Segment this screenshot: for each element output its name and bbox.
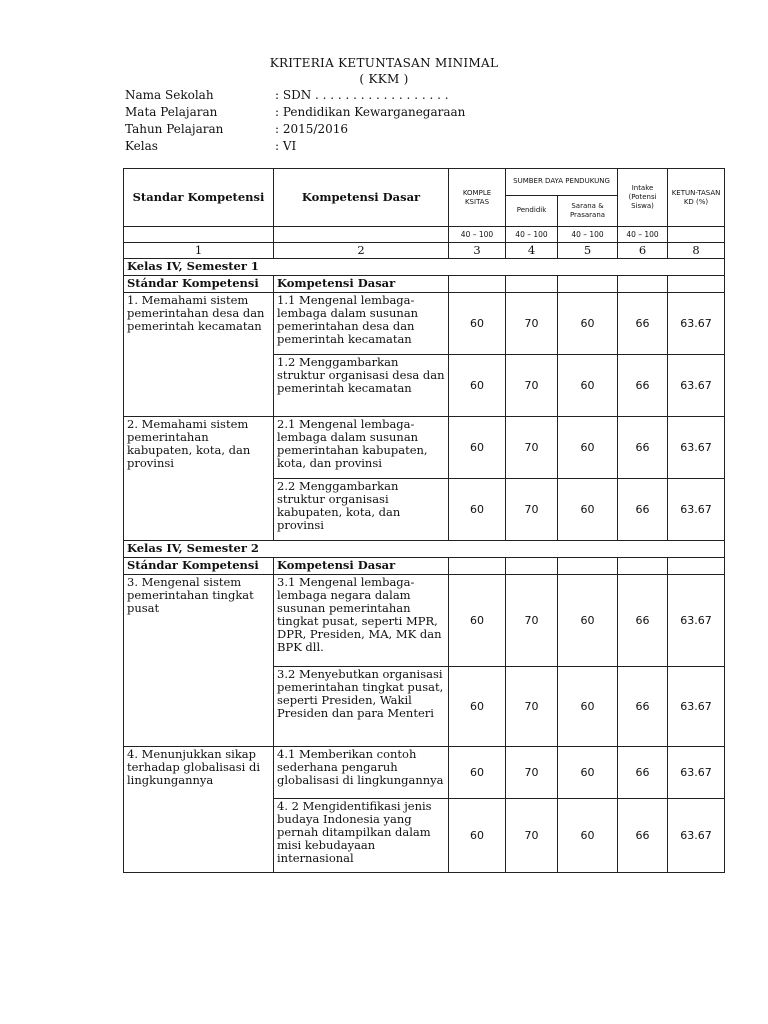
pendidik-value: 70 bbox=[506, 667, 558, 747]
document-title: KRITERIA KETUNTASAN MINIMAL bbox=[269, 56, 499, 70]
sarana-value: 60 bbox=[558, 417, 618, 479]
kompleksitas-value: 60 bbox=[449, 575, 506, 667]
header-sumber-daya: SUMBER DAYA PENDUKUNG bbox=[506, 169, 618, 196]
info-row-class bbox=[125, 139, 625, 156]
info-row-year bbox=[125, 122, 625, 139]
header-intake: Intake (Potensi Siswa) bbox=[618, 169, 668, 227]
ketuntasan-value: 63.67 bbox=[668, 293, 725, 355]
pendidik-value: 70 bbox=[506, 799, 558, 873]
kd-cell: 1.1 Mengenal lembaga-lembaga dalam susunan pemerintahan desa dan pemerintah kecamatan bbox=[274, 293, 449, 355]
header-kompetensi-dasar: Kompetensi Dasar bbox=[274, 169, 449, 227]
info-label: Kelas bbox=[125, 139, 158, 153]
pendidik-value: 70 bbox=[506, 575, 558, 667]
intake-value: 66 bbox=[618, 799, 668, 873]
kd-cell: 4.1 Memberikan contoh sederhana pengaruh globalisasi di lingkungannya bbox=[274, 747, 449, 799]
intake-value: 66 bbox=[618, 355, 668, 417]
header-sarana: Sarana & Prasarana bbox=[558, 195, 618, 226]
kd-cell: 1.2 Menggambarkan struktur organisasi desa dan pemerintah kecamatan bbox=[274, 355, 449, 417]
sk-cell: 3. Mengenal sistem pemerintahan tingkat pusat bbox=[124, 575, 274, 747]
kompleksitas-value: 60 bbox=[449, 799, 506, 873]
school-info bbox=[125, 88, 625, 158]
range-pendidik: 40 – 100 bbox=[506, 227, 558, 243]
intake-value: 66 bbox=[618, 667, 668, 747]
pendidik-value: 70 bbox=[506, 479, 558, 541]
pendidik-value: 70 bbox=[506, 747, 558, 799]
range-sarana: 40 – 100 bbox=[558, 227, 618, 243]
section-kd-label: Kompetensi Dasar bbox=[274, 558, 449, 575]
ketuntasan-value: 63.67 bbox=[668, 747, 725, 799]
kompleksitas-value: 60 bbox=[449, 293, 506, 355]
range-kompleksitas: 40 – 100 bbox=[449, 227, 506, 243]
col-number: 3 bbox=[449, 243, 506, 259]
table-row bbox=[124, 417, 725, 479]
section-title: Kelas IV, Semester 2 bbox=[124, 541, 725, 558]
sarana-value: 60 bbox=[558, 355, 618, 417]
header-pendidik: Pendidik bbox=[506, 195, 558, 226]
sk-cell: 4. Menunjukkan sikap terhadap globalisasi di lingkungannya bbox=[124, 747, 274, 873]
kd-cell: 3.1 Mengenal lembaga-lembaga negara dalam susunan pemerintahan tingkat pusat, seperti MPR, DPR, Presiden, MA, MK dan BPK dll. bbox=[274, 575, 449, 667]
sarana-value: 60 bbox=[558, 747, 618, 799]
header-standar-kompetensi: Standar Kompetensi bbox=[124, 169, 274, 227]
sarana-value: 60 bbox=[558, 575, 618, 667]
kkm-table bbox=[123, 168, 725, 873]
ketuntasan-value: 63.67 bbox=[668, 479, 725, 541]
info-label: Mata Pelajaran bbox=[125, 105, 218, 119]
header-kompleksitas: KOMPLE KSITAS bbox=[449, 169, 506, 227]
info-value: : VI bbox=[275, 139, 297, 153]
kompleksitas-value: 60 bbox=[449, 479, 506, 541]
section-title: Kelas IV, Semester 1 bbox=[124, 259, 725, 276]
table-row bbox=[124, 293, 725, 355]
intake-value: 66 bbox=[618, 479, 668, 541]
header-ketuntasan: KETUN-TASAN KD (%) bbox=[668, 169, 725, 227]
ketuntasan-value: 63.67 bbox=[668, 417, 725, 479]
section-sk-label: Stándar Kompetensi bbox=[124, 558, 274, 575]
intake-value: 66 bbox=[618, 417, 668, 479]
kd-cell: 2.1 Mengenal lembaga-lembaga dalam susunan pemerintahan kabupaten, kota, dan provinsi bbox=[274, 417, 449, 479]
intake-value: 66 bbox=[618, 575, 668, 667]
table-row bbox=[124, 575, 725, 667]
sarana-value: 60 bbox=[558, 799, 618, 873]
ketuntasan-value: 63.67 bbox=[668, 575, 725, 667]
pendidik-value: 70 bbox=[506, 293, 558, 355]
section-kd-label: Kompetensi Dasar bbox=[274, 276, 449, 293]
document-subtitle: ( KKM ) bbox=[359, 72, 409, 86]
kompleksitas-value: 60 bbox=[449, 417, 506, 479]
range-intake: 40 – 100 bbox=[618, 227, 668, 243]
info-value: : SDN . . . . . . . . . . . . . . . . . . bbox=[275, 88, 449, 102]
sk-cell: 2. Memahami sistem pemerintahan kabupaten, kota, dan provinsi bbox=[124, 417, 274, 541]
range-empty bbox=[274, 227, 449, 243]
sk-cell: 1. Memahami sistem pemerintahan desa dan pemerintah kecamatan bbox=[124, 293, 274, 417]
ketuntasan-value: 63.67 bbox=[668, 799, 725, 873]
info-row-subject bbox=[125, 105, 625, 122]
range-ketuntasan bbox=[668, 227, 725, 243]
info-row-school bbox=[125, 88, 625, 105]
kompleksitas-value: 60 bbox=[449, 667, 506, 747]
info-value: : 2015/2016 bbox=[275, 122, 348, 136]
sarana-value: 60 bbox=[558, 293, 618, 355]
pendidik-value: 70 bbox=[506, 417, 558, 479]
ketuntasan-value: 63.67 bbox=[668, 355, 725, 417]
col-number: 2 bbox=[274, 243, 449, 259]
kd-cell: 2.2 Menggambarkan struktur organisasi kabupaten, kota, dan provinsi bbox=[274, 479, 449, 541]
intake-value: 66 bbox=[618, 293, 668, 355]
range-empty bbox=[124, 227, 274, 243]
col-number: 6 bbox=[618, 243, 668, 259]
section-sk-label: Stándar Kompetensi bbox=[124, 276, 274, 293]
kd-cell: 4. 2 Mengidentifikasi jenis budaya Indonesia yang pernah ditampilkan dalam misi kebudayaan internasional bbox=[274, 799, 449, 873]
kompleksitas-value: 60 bbox=[449, 355, 506, 417]
sarana-value: 60 bbox=[558, 667, 618, 747]
info-label: Nama Sekolah bbox=[125, 88, 214, 102]
pendidik-value: 70 bbox=[506, 355, 558, 417]
col-number: 5 bbox=[558, 243, 618, 259]
kd-cell: 3.2 Menyebutkan organisasi pemerintahan tingkat pusat, seperti Presiden, Wakil Presiden dan para Menteri bbox=[274, 667, 449, 747]
sarana-value: 60 bbox=[558, 479, 618, 541]
col-number: 8 bbox=[668, 243, 725, 259]
ketuntasan-value: 63.67 bbox=[668, 667, 725, 747]
col-number: 4 bbox=[506, 243, 558, 259]
kompleksitas-value: 60 bbox=[449, 747, 506, 799]
table-row bbox=[124, 747, 725, 799]
col-number: 1 bbox=[124, 243, 274, 259]
info-label: Tahun Pelajaran bbox=[125, 122, 224, 136]
info-value: : Pendidikan Kewarganegaraan bbox=[275, 105, 466, 119]
intake-value: 66 bbox=[618, 747, 668, 799]
